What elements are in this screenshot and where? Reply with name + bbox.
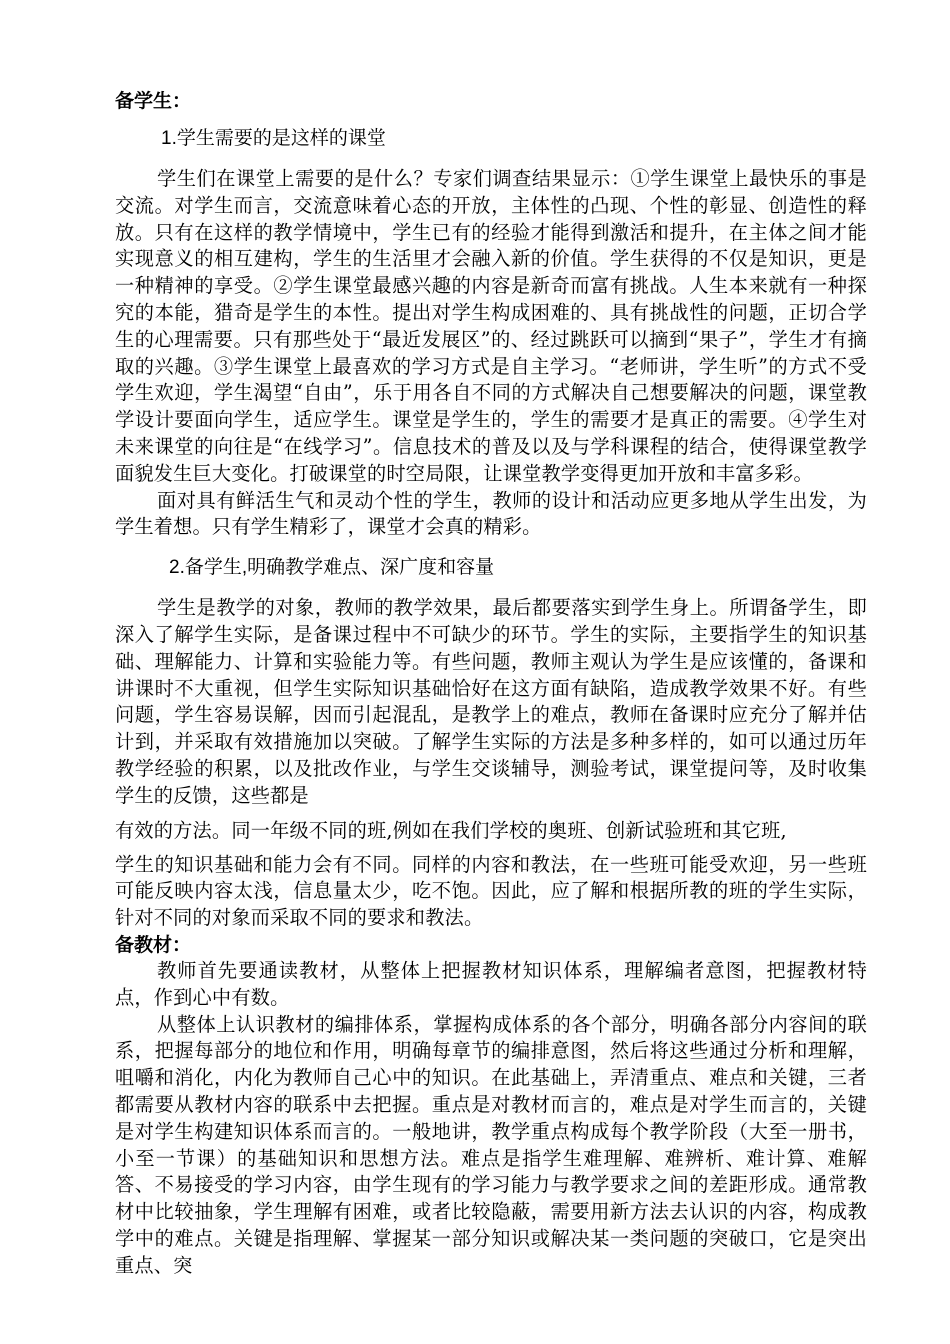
paragraph-read-materials: 教师首先要通读教材，从整体上把握教材知识体系，理解编者意图，把握教材特点，作到心中有数。 <box>115 958 867 1009</box>
paragraph-know-students: 学生是教学的对象，教师的教学效果，最后都要落实到学生身上。所谓备学生，即深入了解学生实际，是备课过程中不可缺少的环节。学生的实际，主要指学生的知识基础、理解能力、计算和实验能力等。有些问题，教师主观认为学生是应该懂的，备课和讲课时不大重视，但学生实际知识基础恰好在这方面有缺陷，造成教学效果不好。有些问题，学生容易误解，因而引起混乱，是教学上的难点，教师在备课时应充分了解并估计到，并采取有效措施加以突破。了解学生实际的方法是多种多样的，如可以通过历年教学经验的积累，以及批改作业，与学生交谈辅导，测验考试，课堂提问等，及时收集学生的反馈，这些都是 <box>115 596 867 807</box>
subsection-heading-2: 2.备学生,明确教学难点、深广度和容量 <box>169 557 495 579</box>
subsection-heading-1: 1.学生需要的是这样的课堂 <box>161 128 386 149</box>
paragraph-student-focus: 面对具有鲜活生气和灵动个性的学生，教师的设计和活动应更多地从学生出发，为学生着想。只有学生精彩了，课堂才会真的精彩。 <box>115 488 867 539</box>
paragraph-know-students-cont: 学生的知识基础和能力会有不同。同样的内容和教法，在一些班可能受欢迎，另一些班可能反映内容太浅，信息量太少，吃不饱。因此，应了解和根据所教的班的学生实际，针对不同的对象而采取不同的要求和教法。 <box>115 852 867 930</box>
paragraph-know-students-line: 有效的方法。同一年级不同的班,例如在我们学校的奥班、创新试验班和其它班, <box>115 818 787 842</box>
document-page <box>115 88 867 1279</box>
section-heading-materials: 备教材： <box>115 933 192 956</box>
paragraph-student-needs: 学生们在课堂上需要的是什么？专家们调查结果显示：①学生课堂上最快乐的事是交流。对学生而言，交流意味着心态的开放，主体性的凸现、个性的彰显、创造性的释放。只有在这样的教学情境中，学生已有的经验才能得到激活和提升，在主体之间才能实现意义的相互建构，学生的生活里才会融入新的价值。学生获得的不仅是知识，更是一种精神的享受。②学生课堂最感兴趣的内容是新奇而富有挑战。人生本来就有一种探究的本能，猎奇是学生的本性。提出对学生构成困难的、具有挑战性的问题，正切合学生的心理需要。只有那些处于“最近发展区”的、经过跳跃可以摘到“果子”，学生才有摘取的兴趣。③学生课堂上最喜欢的学习方式是自主学习。“老师讲，学生听”的方式不受学生欢迎，学生渴望“自由”，乐于用各自不同的方式解决自己想要解决的问题，课堂教学设计要面向学生，适应学生。课堂是学生的，学生的需要才是真正的需要。④学生对未来课堂的向往是“在线学习”。信息技术的普及以及与学科课程的结合，使得课堂教学面貌发生巨大变化。打破课堂的时空局限，让课堂教学变得更加开放和丰富多彩。 <box>115 167 867 485</box>
paragraph-material-structure: 从整体上认识教材的编排体系，掌握构成体系的各个部分，明确各部分内容间的联系，把握每部分的地位和作用，明确每章节的编排意图，然后将这些通过分析和理解，咀嚼和消化，内化为教师自己心中的知识。在此基础上，弄清重点、难点和关键，三者都需要从教材内容的联系中去把握。重点是对教材而言的，难点是对学生而言的，关键是对学生构建知识体系而言的。一般地讲，教学重点构成每个教学阶段（大至一册书，小至一节课）的基础知识和思想方法。难点是指学生难理解、难辨析、难计算、难解答、不易接受的学习内容，由学生现有的学习能力与教学要求之间的差距形成。通常教材中比较抽象，学生理解有困难，或者比较隐蔽，需要用新方法去认识的内容，构成教学中的难点。关键是指理解、掌握某一部分知识或解决某一类问题的突破口，它是突出重点、突 <box>115 1012 867 1277</box>
section-heading-students: 备学生： <box>115 90 192 112</box>
